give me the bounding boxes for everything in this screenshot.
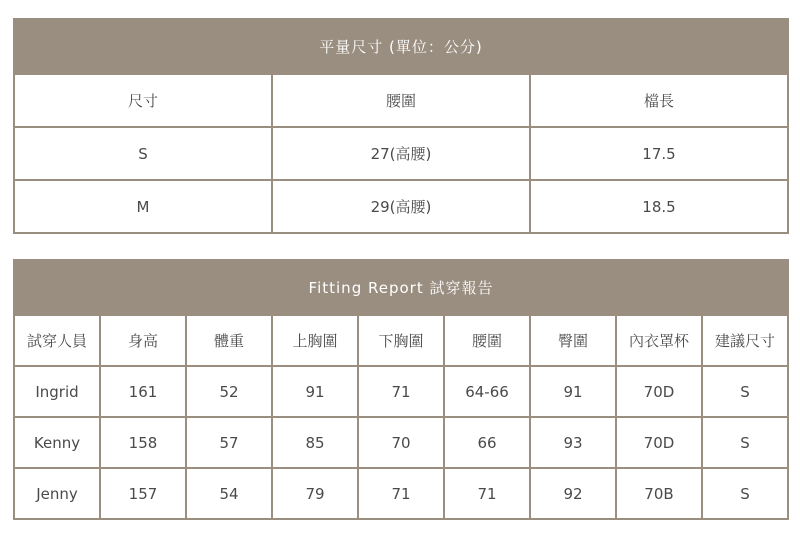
column-header: 檔長 xyxy=(530,74,788,127)
table-cell: 91 xyxy=(272,366,358,417)
table-cell: 54 xyxy=(186,468,272,519)
table-row xyxy=(14,127,788,180)
table-cell: 70B xyxy=(616,468,702,519)
fitting-report-table xyxy=(13,259,789,520)
table-cell: 79 xyxy=(272,468,358,519)
table-row xyxy=(14,468,788,519)
table-cell: Ingrid xyxy=(14,366,100,417)
table-cell: 70D xyxy=(616,417,702,468)
table-cell: S xyxy=(702,366,788,417)
flat-size-header-row xyxy=(14,74,788,127)
flat-size-table xyxy=(13,18,789,234)
fitting-report-header-row xyxy=(14,315,788,366)
table-cell: M xyxy=(14,180,272,233)
table-cell: 52 xyxy=(186,366,272,417)
table-cell: S xyxy=(702,468,788,519)
fitting-report-title: Fitting Report 試穿報告 xyxy=(14,260,788,315)
table-cell: Jenny xyxy=(14,468,100,519)
table-cell: 71 xyxy=(358,366,444,417)
column-header: 試穿人員 xyxy=(14,315,100,366)
column-header: 建議尺寸 xyxy=(702,315,788,366)
table-cell: 29(高腰) xyxy=(272,180,530,233)
table-cell: S xyxy=(14,127,272,180)
table-cell: 18.5 xyxy=(530,180,788,233)
flat-size-title: 平量尺寸 (單位：公分) xyxy=(14,19,788,74)
table-cell: 57 xyxy=(186,417,272,468)
column-header: 臀圍 xyxy=(530,315,616,366)
table-cell: 92 xyxy=(530,468,616,519)
column-header: 腰圍 xyxy=(444,315,530,366)
table-cell: 158 xyxy=(100,417,186,468)
table-cell: S xyxy=(702,417,788,468)
table-cell: 71 xyxy=(444,468,530,519)
table-cell: 64-66 xyxy=(444,366,530,417)
table-cell: 66 xyxy=(444,417,530,468)
table-row xyxy=(14,180,788,233)
column-header: 上胸圍 xyxy=(272,315,358,366)
table-cell: 91 xyxy=(530,366,616,417)
column-header: 腰圍 xyxy=(272,74,530,127)
column-header: 體重 xyxy=(186,315,272,366)
column-header: 內衣罩杯 xyxy=(616,315,702,366)
table-cell: 27(高腰) xyxy=(272,127,530,180)
column-header: 身高 xyxy=(100,315,186,366)
table-cell: 70D xyxy=(616,366,702,417)
column-header: 下胸圍 xyxy=(358,315,444,366)
table-cell: 85 xyxy=(272,417,358,468)
column-header: 尺寸 xyxy=(14,74,272,127)
table-cell: 71 xyxy=(358,468,444,519)
table-cell: 161 xyxy=(100,366,186,417)
table-cell: Kenny xyxy=(14,417,100,468)
table-row xyxy=(14,366,788,417)
table-cell: 93 xyxy=(530,417,616,468)
table-cell: 70 xyxy=(358,417,444,468)
table-cell: 17.5 xyxy=(530,127,788,180)
table-row xyxy=(14,417,788,468)
table-cell: 157 xyxy=(100,468,186,519)
